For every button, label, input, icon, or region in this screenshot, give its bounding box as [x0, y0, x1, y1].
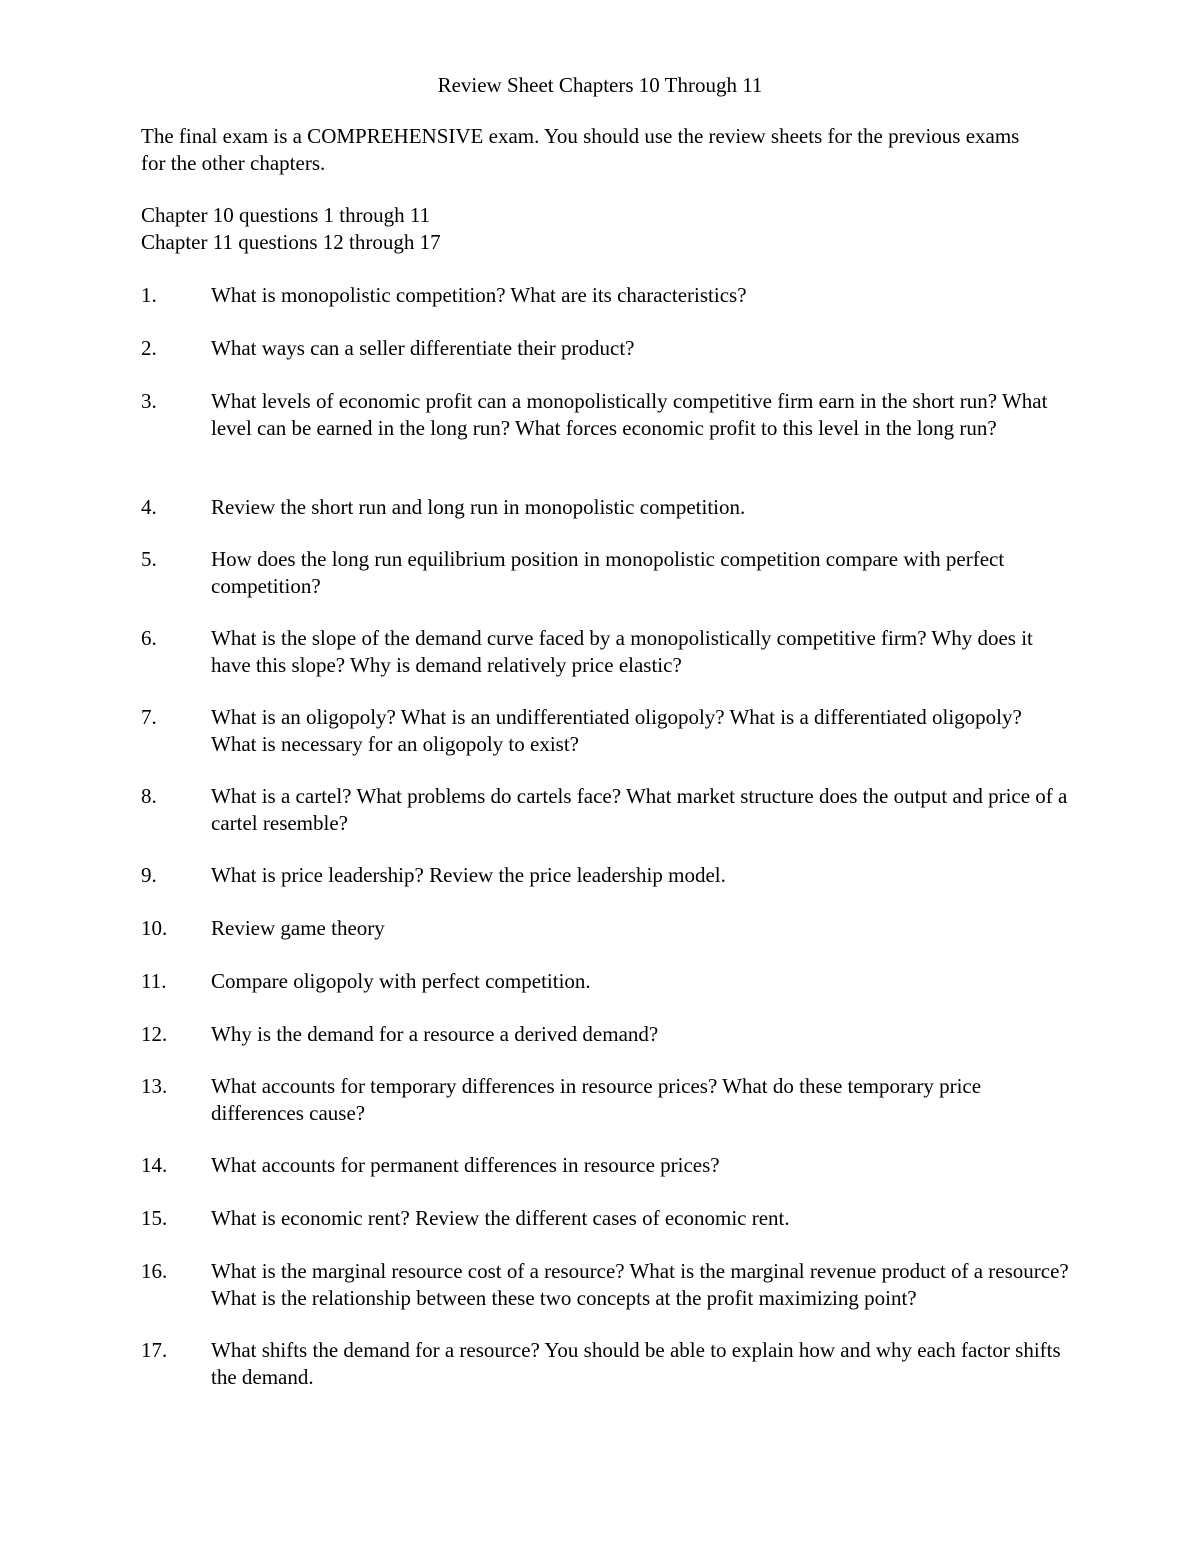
question-number: 1.	[141, 283, 157, 307]
question-number: 5.	[141, 547, 157, 571]
question-text: What accounts for permanent differences in resource prices?	[211, 1153, 720, 1177]
question-text: What ways can a seller differentiate their product?	[211, 336, 635, 360]
question-number: 12.	[141, 1022, 168, 1046]
question-item	[141, 388, 1071, 441]
question-item	[141, 546, 1071, 599]
question-number: 7.	[141, 705, 157, 729]
question-item	[141, 335, 1071, 362]
question-number: 11.	[141, 969, 167, 993]
question-text: What levels of economic profit can a monopolistically competitive firm earn in the short run? What level can be earned in the long run? What forces economic profit to this level in the long run?	[211, 389, 1048, 440]
question-number: 2.	[141, 336, 157, 360]
chapter-11-range: Chapter 11 questions 12 through 17	[141, 230, 441, 254]
intro-paragraph: The final exam is a COMPREHENSIVE exam. You should use the review sheets for the previous exams for the other chapters.	[141, 124, 1020, 175]
question-item	[141, 704, 1071, 757]
question-number: 10.	[141, 916, 168, 940]
question-text: What is economic rent? Review the different cases of economic rent.	[211, 1206, 790, 1230]
question-item	[141, 1152, 1071, 1179]
question-text: How does the long run equilibrium position in monopolistic competition compare with perfect competition?	[211, 547, 1005, 598]
question-number: 9.	[141, 863, 157, 887]
question-text: What is an oligopoly? What is an undifferentiated oligopoly? What is a differentiated oligopoly? What is necessary for an oligopoly to exist?	[211, 705, 1022, 756]
chapter-10-range: Chapter 10 questions 1 through 11	[141, 203, 431, 227]
question-text: Compare oligopoly with perfect competition.	[211, 969, 591, 993]
question-item	[141, 1205, 1071, 1232]
question-item	[141, 494, 1071, 521]
question-text: What is price leadership? Review the price leadership model.	[211, 863, 726, 887]
question-number: 8.	[141, 784, 157, 808]
question-number: 17.	[141, 1338, 168, 1362]
question-text: Review the short run and long run in monopolistic competition.	[211, 495, 746, 519]
question-number: 13.	[141, 1074, 168, 1098]
question-item	[141, 1258, 1071, 1311]
page-title: Review Sheet Chapters 10 Through 11	[437, 73, 763, 97]
question-text: What is the slope of the demand curve faced by a monopolistically competitive firm? Why does it have this slope? Why is demand relatively price elastic?	[211, 626, 1033, 677]
question-text: Why is the demand for a resource a derived demand?	[211, 1022, 659, 1046]
question-number: 4.	[141, 495, 157, 519]
question-text: What is monopolistic competition? What are its characteristics?	[211, 283, 747, 307]
question-text: What is the marginal resource cost of a resource? What is the marginal revenue product of a resource? What is the relationship between these two concepts at the profit maximizing point?	[211, 1259, 1069, 1310]
question-text: What accounts for temporary differences in resource prices? What do these temporary price differences cause?	[211, 1074, 982, 1125]
question-item	[141, 625, 1071, 678]
question-item	[141, 968, 1071, 995]
question-number: 6.	[141, 626, 157, 650]
question-text: Review game theory	[211, 916, 385, 940]
question-item	[141, 862, 1071, 889]
question-number: 15.	[141, 1206, 168, 1230]
question-text: What shifts the demand for a resource? You should be able to explain how and why each factor shifts the demand.	[211, 1338, 1061, 1389]
question-number: 3.	[141, 389, 157, 413]
question-item	[141, 1337, 1071, 1390]
question-item	[141, 783, 1071, 836]
question-text: What is a cartel? What problems do cartels face? What market structure does the output and price of a cartel resemble?	[211, 784, 1068, 835]
question-item	[141, 915, 1071, 942]
question-number: 16.	[141, 1259, 168, 1283]
question-item	[141, 1073, 1071, 1126]
question-item	[141, 1021, 1071, 1048]
question-number: 14.	[141, 1153, 168, 1177]
question-item	[141, 282, 1071, 309]
